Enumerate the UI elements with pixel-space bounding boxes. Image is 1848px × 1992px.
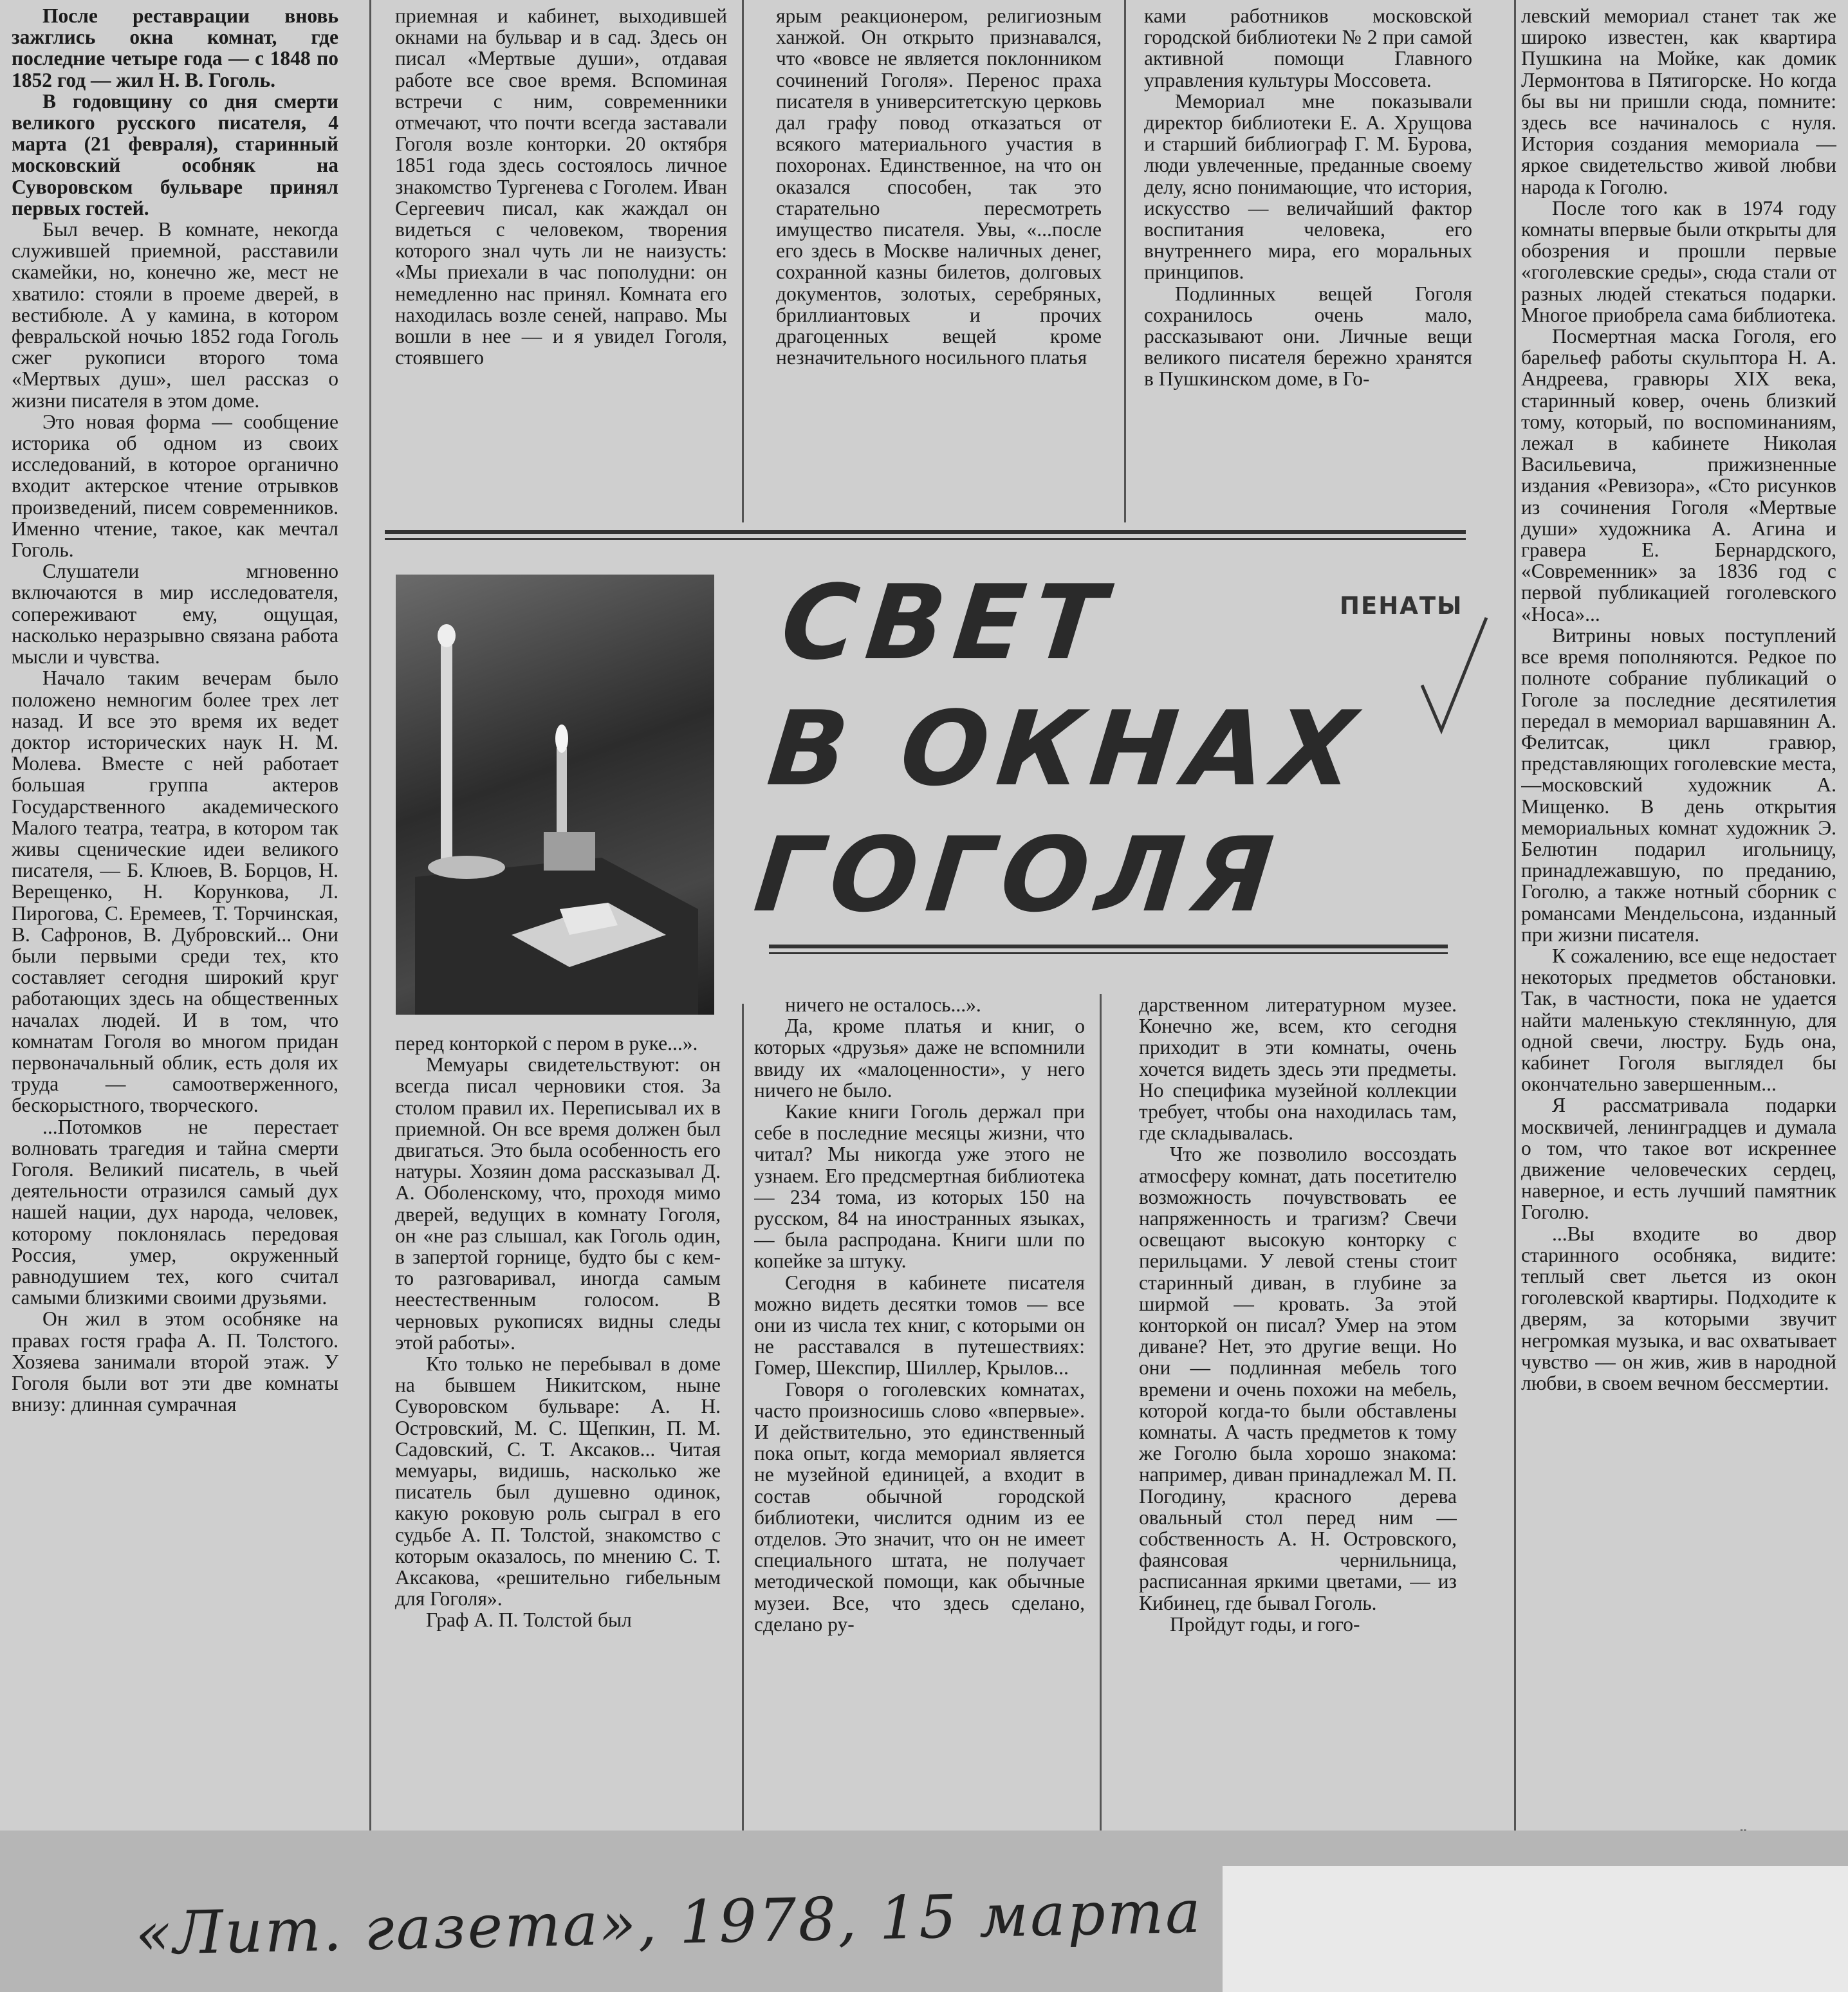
paragraph: перед конторкой с пером в руке...». (395, 1033, 698, 1055)
paragraph: Сегодня в кабинете писателя можно видеть десятки томов — все они из числа тех книг, с которыми он не расставался в путешествиях: Гомер, Шекспир, Шиллер, Крылов... (754, 1271, 1085, 1379)
paragraph: Начало таким вечерам было положено немногим более трех лет назад. И все это время их ведет доктор исторических наук Н. М. Молева. Вместе с ней работает большая группа актеров Государственного академического Малого театра, театра, в котором так живы сценические идеи великого писателя, — Б. Клюев, В. Борцов, Н. Верещенко, Н. Корункова, Л. Пирогова, С. Еремеев, Т. Торчинская, В. Сафронов, В. Дубровский... Они были первыми среди тех, кто составляет сегодня широкий круг работающих здесь на общественных началах людей. И в том, что комнатам Гоголя во многом придан первоначальный облик, есть доля их труда — самоотверженного, бескорыстного, творческого. (12, 667, 338, 1117)
paragraph: Подлинных вещей Гоголя сохранилось очень мало, рассказывают они. Личные вещи великого писателя бережно хранятся в Пушкинском доме, в Го- (1144, 282, 1472, 391)
headline-rule-bottom (769, 945, 1448, 948)
headline-line: СВЕТ (775, 562, 1120, 683)
paragraph: Был вечер. В комнате, некогда служившей приемной, расставили скамейки, но, конечно же, мест не хватило: стояли в проеме дверей, в вестибюле. А у камина, в котором февральской ночью 1852 года Гоголь сжег рукописи второго тома «Мертвых душ», шел рассказ о жизни писателя в этом доме. (12, 218, 338, 412)
lead-paragraph-2: В годовщину со дня смерти великого русского писателя, 4 марта (21 февраля), старинный московский особняк на Суворовском бульваре принял первых гостей. (12, 89, 338, 219)
column-divider (1124, 0, 1126, 522)
paragraph: Кто только не перебывал в доме на бывшем Никитском, ныне Суворовском бульваре: А. Н. Островский, М. С. Щепкин, П. М. Садовский, С. Т. Аксаков... Читая мемуары, видишь, насколько же писатель был душевно одинок, какую роковую роль сыграл в его судьбе А. П. Толстой, знакомство с которым оказалось, по мнению С. Т. Аксакова, «решительно гибельным для Гоголя». (395, 1352, 721, 1610)
section-rubric: ПЕНАТЫ (1340, 592, 1463, 620)
headline-line: В ОКНАХ (762, 688, 1370, 809)
paragraph: ярым реакционером, религиозным ханжой. Он открыто признавался, что «вовсе не является поклонником сочинений Гоголя». Перенос праха писателя в университетскую церковь дал графу повод отказаться от всякого материального участия в похоронах. Единственное, на что он оказался способен, так это старательно пересмотреть имущество писателя. Увы, «...после его здесь в Москве наличных денег, сохранной казны билетов, долговых документов, золотых, серебряных, бриллиантовых и прочих драгоценных вещей кроме незначительного носильного платья (776, 5, 1102, 369)
paragraph: Он жил в этом особняке на правах гостя графа А. П. Толстого. Хозяева занимали второй этаж. У Гоголя были вот эти две комнаты внизу: длинная сумрачная (12, 1307, 338, 1416)
candle-illustration (396, 575, 714, 1015)
paragraph: ...Потомков не перестает волновать трагедия и тайна смерти Гоголя. Великий писатель, в чьей деятельности отразился самый дух нашей нации, дух народа, человек, которому поклонялась передовая Россия, умер, окруженный равнодушием тех, кого считал самыми близкими своими друзьями. (12, 1115, 338, 1309)
paragraph: Граф А. П. Толстой был (426, 1609, 632, 1632)
paragraph: приемная и кабинет, выходившей окнами на бульвар и в сад. Здесь он писал «Мертвые души», отдавая работе все свое время. Вспоминая встречи с ним, современники отмечают, что почти всегда заставали Гоголя возле конторки. 20 октября 1851 года здесь состоялось личное знакомство Тургенева с Гоголем. Иван Сергеевич писал, как жаждал он видеться с человеком, творения которого знал чуть ли не наизусть: «Мы приехали в час пополудни: он немедленно нас принял. Комната его находилась возле сеней, направо. Мы вошли в нее — и я увидел Гоголя, стоявшего (395, 5, 727, 369)
column-3-bottom (754, 994, 1085, 1831)
paragraph: К сожалению, все еще недостает некоторых предметов обстановки. Так, в частности, пока не удается найти маленькую стеклянную, для одной свечи, люстру. Будь она, кабинет Гоголя выглядел бы окончательно завершенным... (1521, 944, 1836, 1096)
paragraph: левский мемориал станет так же широко известен, как квартира Пушкина на Мойке, как домик Лермонтова в Пятигорске. Но когда бы вы ни пришли сюда, помните: здесь все начиналось с нуля. История создания мемориала — яркое свидетельство живой любви народа к Гоголю. (1521, 5, 1836, 198)
paragraph: ничего не осталось...». (785, 994, 981, 1016)
lead-paragraph-1: После реставрации вновь зажглись окна комнат, где последние четыре года — с 1848 по 1852 год — жил Н. В. Гоголь. (12, 5, 338, 91)
column-divider (369, 0, 371, 1831)
paragraph: ками работников московской городской библиотеки № 2 при самой активной помощи Главного управления культуры Моссовета. (1144, 5, 1472, 91)
paragraph: Это новая форма — сообщение историка об одном из своих исследований, в которое органично входит актерское чтение отрывков произведений, писем современников. Именно чтение, такое, как мечтал Гоголь. (12, 410, 338, 562)
column-divider (742, 0, 744, 522)
column-5 (1521, 5, 1836, 1836)
headline-line: ГОГОЛЯ (749, 815, 1288, 935)
paragraph: Посмертная маска Гоголя, его барельеф работы скульптора Н. А. Андреева, гравюры XIX века, старинный ковер, очень близкий тому, который, по воспоминаниям, лежал в кабинете Николая Васильевича, прижизненные издания «Ревизора», «Сто рисунков из сочинения Гоголя «Мертвые души» художника А. Агина и гравера Е. Бернардского, «Современник» за 1836 год с первой публикацией гоголевского «Носа»... (1521, 325, 1836, 625)
headline-rule-top-thin (385, 538, 1466, 540)
paragraph: Я рассматривала подарки москвичей, ленинградцев и думала о том, что такое вот искреннее движение человеческих сердец, наверное, и есть лучший памятник Гоголю. (1521, 1094, 1836, 1224)
column-divider (1100, 994, 1102, 1831)
paragraph: Пройдут годы, и гого- (1170, 1612, 1360, 1636)
column-2-top (395, 5, 727, 523)
headline-rule-top (385, 530, 1466, 534)
column-2-bottom (395, 1033, 721, 1831)
paragraph: Мемориал мне показывали директор библиотеки Е. А. Хрущова и старший библиограф Г. М. Бурова, люди увлеченные, преданные своему делу, ясно понимающие, что история, искусство — величайший фактор воспитания человека, его внутреннего мира, его моральных принципов. (1144, 89, 1472, 284)
column-4-bottom (1139, 994, 1457, 1831)
paragraph: дарственном литературном музее. Конечно же, всем, кто сегодня приходит в эти комнаты, очень хочется видеть здесь эти предметы. Но специфика музейной коллекции требует, чтобы она находилась там, где складывалась. (1139, 994, 1457, 1145)
paragraph: ...Вы входите во двор старинного особняка, видите: теплый свет льется из окон гоголевской квартиры. Подходите к дверям, за которыми звучит негромкая музыка, и вас охватывает чувство — он жив, жив в народной любви, в своем вечном бессмертии. (1521, 1222, 1836, 1394)
headline-rule-bottom-thin (769, 952, 1448, 954)
paragraph: После того как в 1974 году комнаты впервые были открыты для обозрения и прошли первые «гоголевские среды», сюда стали от разных людей стекаться подарки. Многое приобрела сама библиотека. (1521, 196, 1836, 326)
column-3-top (776, 5, 1102, 523)
paragraph: Да, кроме платья и книг, о которых «друзья» даже не вспомнили ввиду их «малоценности», у него ничего не было. (754, 1015, 1085, 1102)
backing-sheet (1223, 1866, 1848, 1992)
paragraph: Какие книги Гоголь держал при себе в последние месяцы жизни, что читал? Мы никогда уже этого не узнаем. Его предсмертная библиотека — 234 тома, из которых 150 на русском, 84 на иностранных языках, — была распродана. Книги шли по копейке за штуку. (754, 1100, 1085, 1273)
column-4-top (1144, 5, 1472, 523)
column-divider (1514, 0, 1516, 1831)
column-divider (742, 1004, 744, 1831)
handwritten-source-note: «Лит. газета», 1978, 15 марта (134, 1877, 1203, 1969)
candle-photo (396, 575, 714, 1015)
column-1 (12, 5, 338, 1836)
paragraph: Слушатели мгновенно включаются в мир исследователя, сопереживают ему, ощущая, насколько неразрывно связана работа мысли и чувства. (12, 560, 338, 669)
paragraph: Витрины новых поступлений все время пополняются. Редкое по полноте собрание публикаций о Гоголе за последние десятилетия передал в мемориал варшавянин А. Фелитсак, цикл гравюр, представляющих гоголевские места,—московский художник А. Мищенко. В день открытия мемориальных комнат художник Э. Белютин подарил игольницу, принадлежавшую, по преданию, Гоголю, а также нотный сборник с романсами Мендельсона, изданный при жизни писателя. (1521, 623, 1836, 946)
paragraph: Что же позволило воссоздать атмосферу комнат, дать посетителю возможность почувствовать ее напряженность и трагизм? Свечи освещают высокую конторку с перильцами. У левой стены стоит старинный диван, в глубине за ширмой — кровать. За этой конторкой он писал? Умер на этом диване? Нет, это другие вещи. Но они — подлинная мебель того времени и очень похожи на мебель, которой когда-то были обставлены комнаты. А часть предметов к тому же Гоголю была хорошо знакома: например, диван принадлежал М. П. Погодину, красного дерева овальный стол перед ним — собственность А. Н. Островского, фаянсовая чернильница, расписанная яркими цветами, — из Кибинец, где бывал Гоголь. (1139, 1143, 1457, 1614)
headline (749, 560, 1497, 938)
paragraph: Мемуары свидетельствуют: он всегда писал черновики стоя. За столом правил их. Переписывал их в приемной. Он все время должен был двигаться. Это была особенность его натуры. Хозяин дома рассказывал Д. А. Оболенскому, что, проходя мимо дверей, ведущих в комнату Гоголя, он «не раз слышал, как Гоголь один, в запертой горнице, будто бы с кем-то разговаривал, иногда самым неестественным голосом. В черновых рукописях видны следы этой работы». (395, 1053, 721, 1354)
paragraph: Говоря о гоголевских комнатах, часто произносишь слово «впервые». И действительно, это единственный пока опыт, когда мемориал является не музейной единицей, а входит в состав обычной городской библиотеки, числится одним из ее отделов. Это значит, что он не имеет специального штата, не получает методической помощи, как обычные музеи. Все, что здесь сделано, сделано ру- (754, 1378, 1085, 1636)
